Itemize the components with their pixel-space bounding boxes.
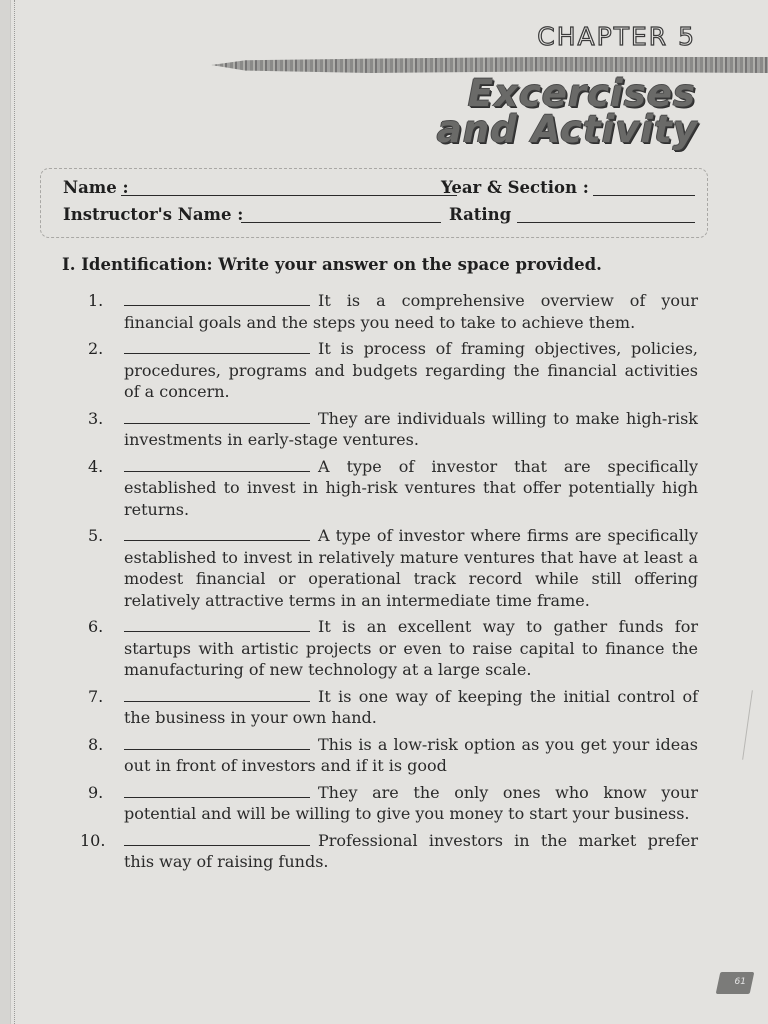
answer-blank[interactable] [124,785,310,798]
chapter-label: CHAPTER 5 [537,22,696,51]
item-text: It is a comprehensive overview of your financial goals and the steps you need to take to achieve them. [124,291,698,332]
item-text: They are the only ones who know your potential and will be willing to give you money to start your business. [124,782,698,823]
item-number: 9. [88,782,104,802]
binding-dotted-line [14,0,15,1024]
section-heading: I. Identification: Write your answer on the space provided. [62,255,602,274]
identification-list [62,290,702,878]
page-title-line-2: and Activity [436,108,698,151]
item-number: 5. [88,526,104,545]
item-number: 3. [88,408,104,428]
item-text: It is process of framing objectives, policies, procedures, programs and budgets regarding the financial activities of a concern. [124,339,698,401]
item-text: Professional investors in the market prefer this way of raising funds. [124,830,698,871]
answer-blank[interactable] [124,528,310,541]
page-title-line-1: Excercises [467,72,696,115]
name-field[interactable] [121,195,457,196]
page-number: 61 [734,977,746,987]
list-item [62,734,702,777]
answer-blank[interactable] [124,737,310,750]
list-item [62,782,702,825]
page-edge [0,0,11,1024]
item-number: 2. [88,339,104,358]
item-text: A type of investor that are specifically established to invest in high-risk ventures that offer potentially high returns. [124,456,698,519]
instructor-name-label: Instructor's Name : [63,205,244,224]
name-label: Name : [63,178,129,197]
paper-scratch [742,690,753,759]
rating-label: Rating [449,205,512,224]
info-row-1 [63,178,693,202]
answer-blank[interactable] [124,293,310,306]
item-number: 10. [80,830,106,850]
list-item [62,830,702,873]
item-text: It is an excellent way to gather funds for startups with artistic projects or even to raise capital to finance the manufacturing of new technology at a large scale. [124,617,698,679]
list-item [62,686,702,729]
answer-blank[interactable] [124,341,310,354]
item-number: 1. [88,291,104,310]
item-text: They are individuals willing to make high-risk investments in early-stage ventures. [124,408,698,449]
list-item [62,290,702,333]
decorative-banner [200,57,768,73]
item-text: This is a low-risk option as you get your ideas out in front of investors and if it is good [124,734,698,775]
item-text: A type of investor where firms are specifically established to invest in relatively mature ventures that have at least a modest financial or operational track record while still offering relatively attractive terms in an intermediate time frame. [124,526,698,610]
item-text: It is one way of keeping the initial control of the business in your own hand. [124,686,698,727]
year-section-field[interactable] [593,195,695,196]
list-item [62,338,702,403]
answer-blank[interactable] [124,833,310,846]
student-info-box [40,168,708,238]
item-number: 8. [88,734,104,754]
answer-blank[interactable] [124,689,310,702]
list-item [62,456,702,521]
list-item [62,525,702,611]
item-number: 4. [88,456,104,476]
rating-field[interactable] [517,222,695,223]
list-item [62,616,702,681]
answer-blank[interactable] [124,411,310,424]
item-number: 7. [88,686,104,706]
year-section-label: Year & Section : [441,178,589,197]
info-row-2 [63,205,693,229]
list-item [62,408,702,451]
answer-blank[interactable] [124,459,310,472]
answer-blank[interactable] [124,619,310,632]
item-number: 6. [88,617,104,636]
instructor-name-field[interactable] [241,222,441,223]
